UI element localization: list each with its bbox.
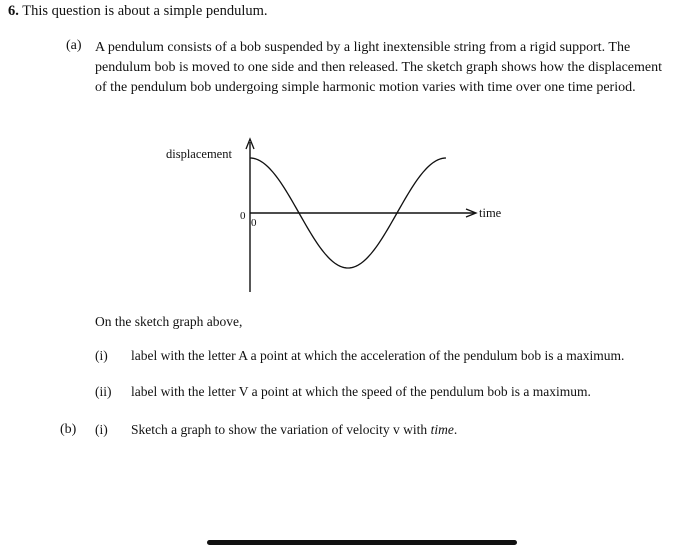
origin-label-1: 0 <box>240 210 246 222</box>
item-i-text: label with the letter A a point at which the acceleration of the pendulum bob is a maximum. <box>131 348 625 363</box>
part-b-text-end: . <box>453 422 458 437</box>
part-b-text-main: Sketch a graph to show the variation of velocity v with <box>131 422 431 437</box>
x-axis-label: time <box>479 206 502 220</box>
item-i-label: (i) <box>95 348 108 363</box>
question-title-text: This question is about a simple pendulum. <box>22 3 268 19</box>
part-b-text <box>131 422 457 438</box>
part-a-text: A pendulum consists of a bob suspended by a light inextensible string from a rigid support. The pendulum bob is moved to one side and then released. The sketch graph shows how the displacement of the pendulum bob undergoing simple harmonic motion varies with time over one time period. <box>95 40 662 95</box>
origin-label-2: 0 <box>251 217 257 229</box>
item-ii-label: (ii) <box>95 384 112 399</box>
question-number: 6. <box>8 3 19 19</box>
part-a-label: (a) <box>66 38 82 53</box>
part-a-instruction: On the sketch graph above, <box>95 314 243 329</box>
item-ii-text: label with the letter V a point at which the speed of the pendulum bob is a maximum. <box>131 384 591 399</box>
part-b-item-label: (i) <box>95 422 108 437</box>
y-axis-label: displacement <box>166 147 232 161</box>
part-b-label: (b) <box>60 422 77 437</box>
part-b-text-italic: time <box>430 422 454 437</box>
home-indicator <box>207 540 517 545</box>
